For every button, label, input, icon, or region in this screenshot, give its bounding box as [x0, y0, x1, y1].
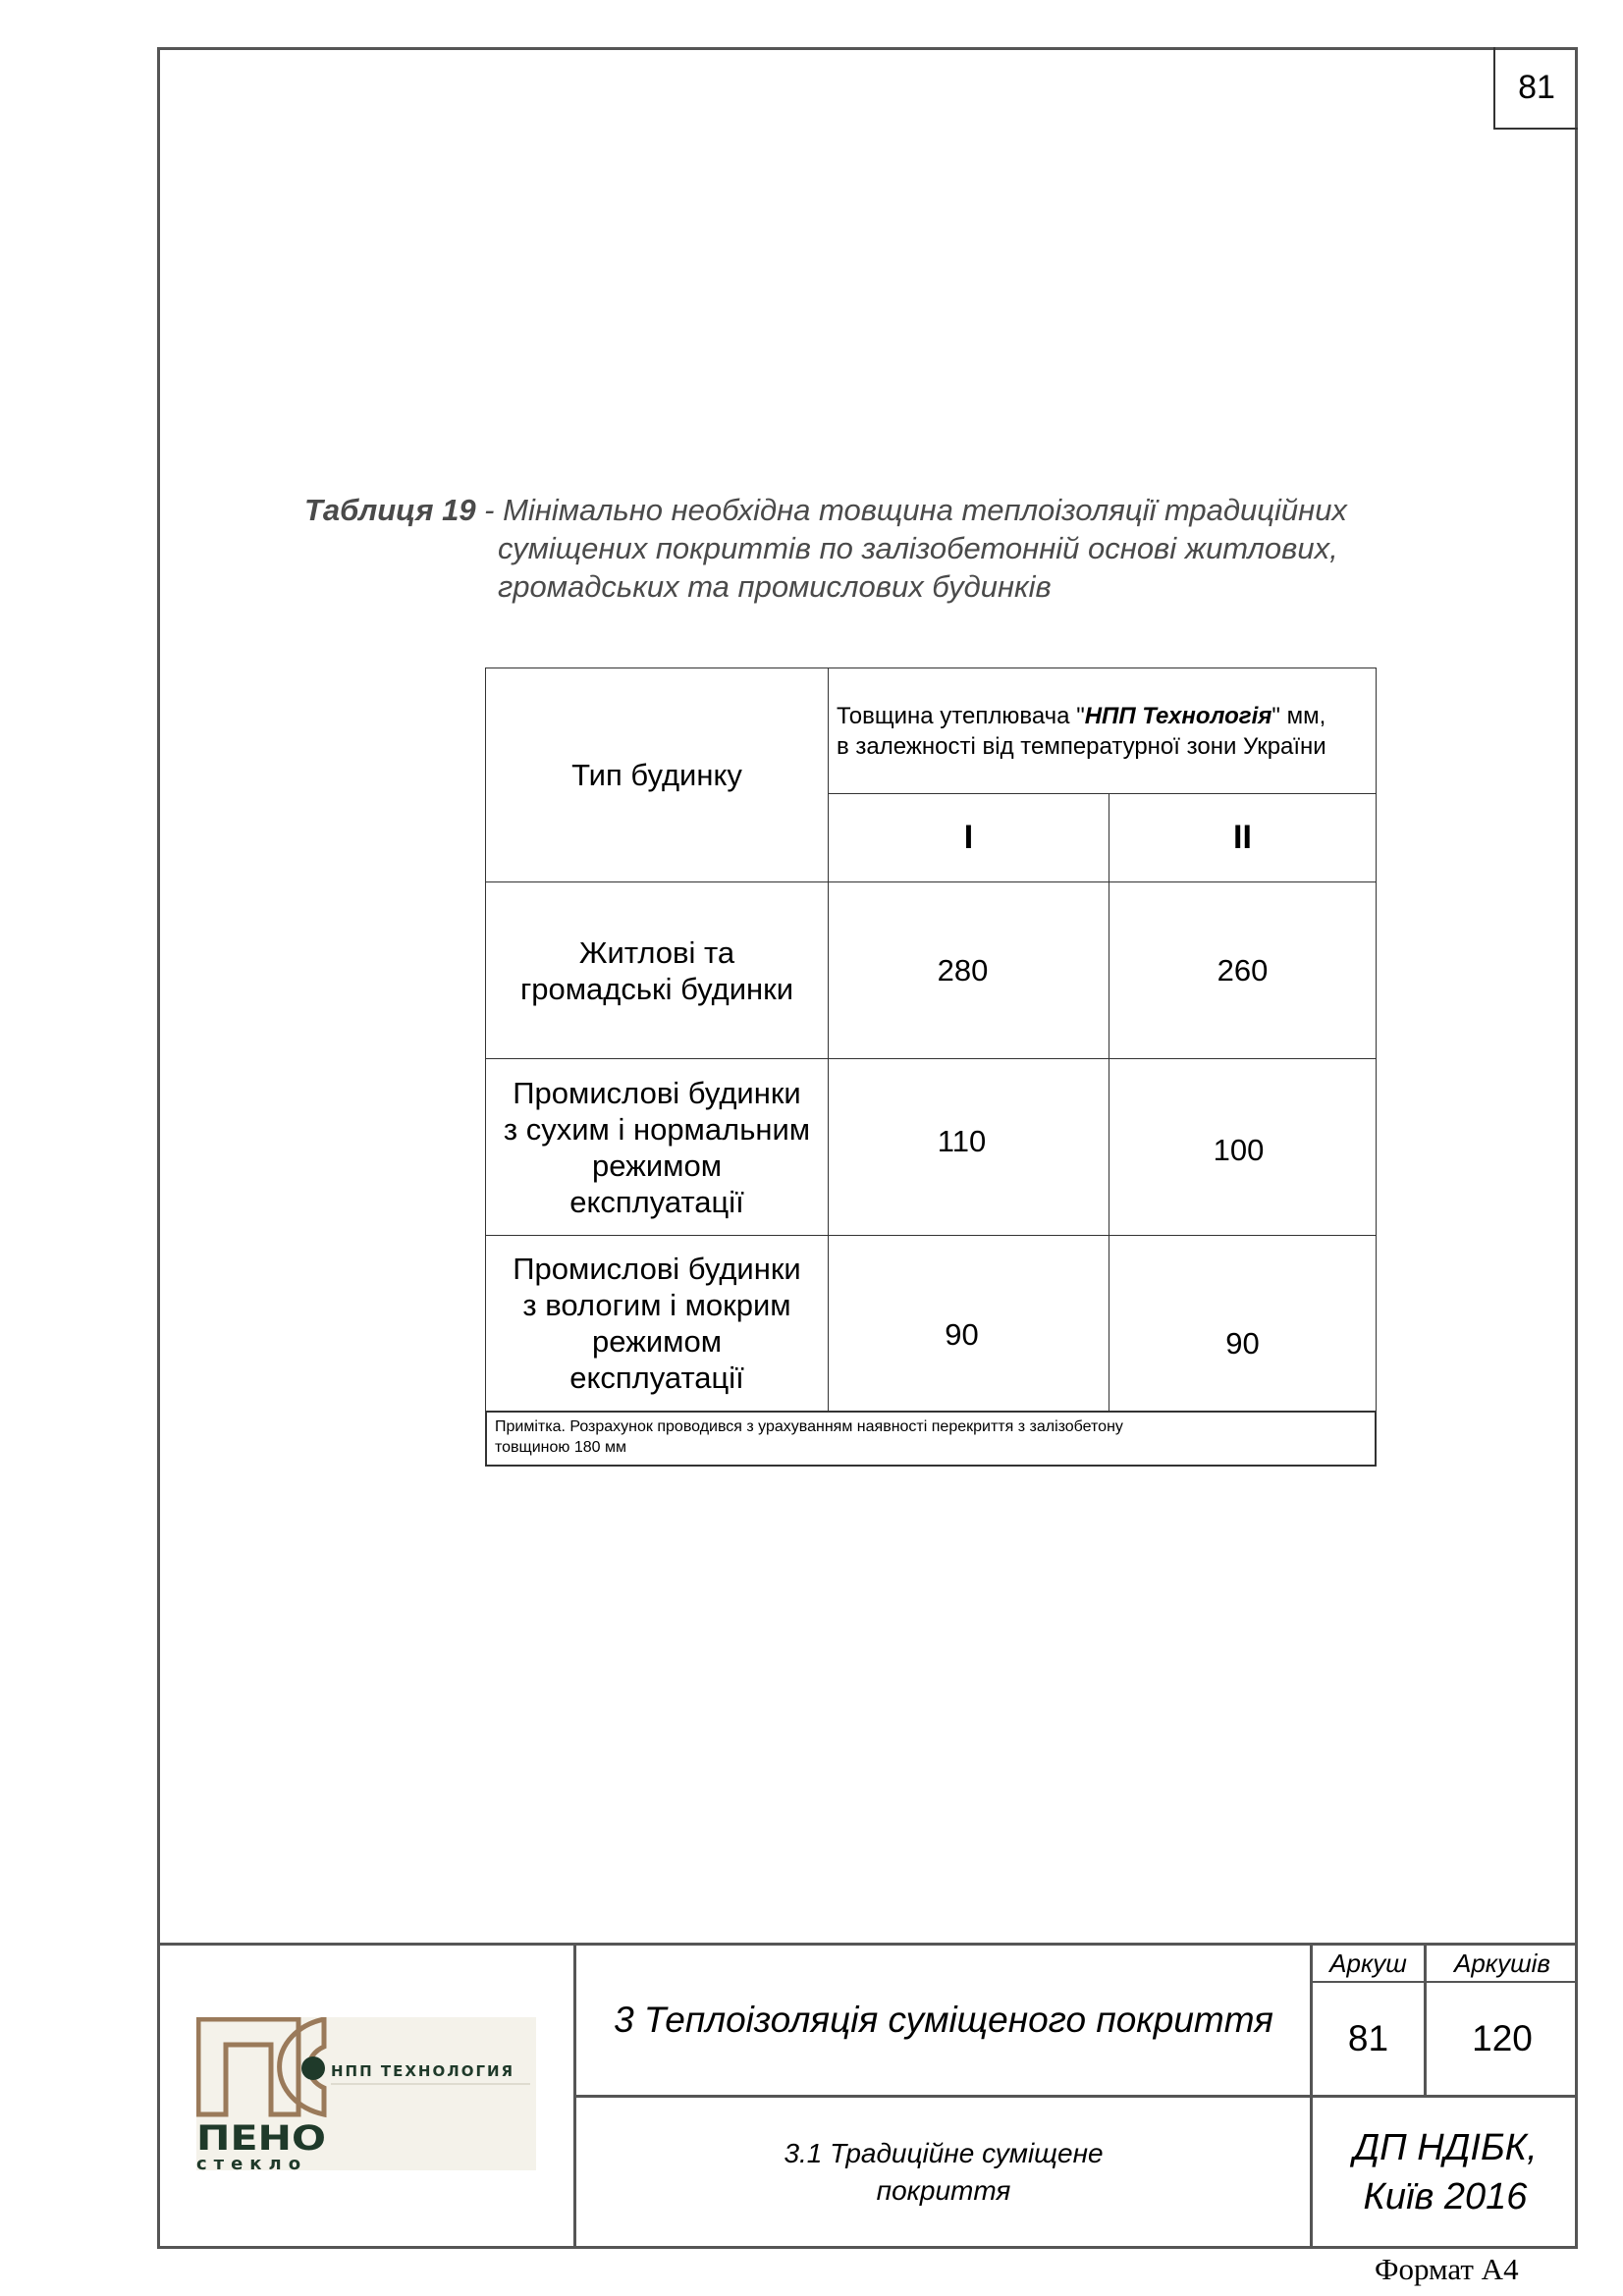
row-3-type-line: режимом	[591, 1324, 723, 1359]
subsection-line-1: 3.1 Традиційне суміщене	[784, 2138, 1104, 2168]
header-zone-2	[1109, 793, 1377, 882]
svg-text:ПЕНО: ПЕНО	[196, 2119, 326, 2159]
sheets-header	[1427, 1946, 1578, 1981]
row-2-type-line: Промислові будинки	[513, 1075, 801, 1110]
table-row-2-zone-2	[1109, 1058, 1377, 1236]
table-row-2-zone-1	[828, 1058, 1109, 1236]
page-number-box	[1493, 47, 1578, 130]
svg-text:стекло: стекло	[196, 2154, 308, 2170]
row-2-type-line: експлуатації	[569, 1184, 744, 1219]
note-line-2: товщиною 180 мм	[495, 1439, 626, 1456]
caption-line-3: громадських та промислових будинків	[498, 569, 1052, 604]
zone-2-label: II	[1233, 819, 1252, 856]
table-row-3-zone-2	[1109, 1235, 1377, 1412]
org-line-2: Київ 2016	[1363, 2176, 1528, 2217]
organization	[1313, 2098, 1578, 2247]
row-3-zone-1-value: 90	[945, 1317, 979, 1352]
sheets-total	[1427, 1983, 1578, 2095]
table-row-1-zone-1	[828, 881, 1109, 1059]
header-thickness-line-2: в залежності від температурної зони України	[837, 732, 1326, 760]
section-title-text: 3 Теплоізоляція суміщеного покриття	[614, 2000, 1273, 2040]
row-1-type-line: громадські будинки	[519, 971, 794, 1006]
caption-line-1: Мінімально необхідна товщина теплоізоляції традиційних	[503, 493, 1347, 527]
row-1-type-line: Житлові та	[578, 934, 735, 970]
sheet-label: Аркуш	[1329, 1948, 1407, 1978]
org-line-1: ДП НДІБК,	[1353, 2127, 1538, 2168]
section-title	[577, 1946, 1310, 2095]
header-thickness-post: " мм,	[1271, 702, 1326, 729]
format-label: Формат А4	[1375, 2252, 1519, 2286]
sheet-number-value: 81	[1347, 2018, 1389, 2058]
penosteklo-logo-icon	[196, 2017, 536, 2170]
row-3-zone-2-value: 90	[1225, 1326, 1260, 1361]
row-1-zone-1-value: 280	[937, 952, 989, 988]
table-caption	[304, 491, 1434, 606]
table-row-3-type	[485, 1235, 829, 1412]
page-number: 81	[1518, 68, 1555, 106]
subsection-title	[577, 2098, 1310, 2247]
header-thickness-brand: НПП Технологія	[1084, 702, 1272, 729]
table-row-1-zone-2	[1109, 881, 1377, 1059]
header-thickness-pre: Товщина утеплювача "	[837, 702, 1085, 729]
company-logo	[196, 2017, 536, 2170]
sheets-label: Аркушів	[1453, 1948, 1550, 1978]
zone-1-label: I	[963, 819, 974, 856]
row-2-zone-2-value: 100	[1213, 1132, 1265, 1167]
table-row-1-type	[485, 881, 829, 1059]
header-thickness	[828, 667, 1377, 794]
subsection-line-2: покриття	[876, 2175, 1011, 2206]
header-zone-1	[828, 793, 1109, 882]
row-1-zone-2-value: 260	[1217, 952, 1269, 988]
header-building-type	[485, 667, 829, 882]
sheet-number	[1313, 1983, 1424, 2095]
caption-label: Таблиця 19	[304, 493, 476, 527]
table-note	[485, 1411, 1377, 1467]
logo-company-text: НПП ТЕХНОЛОГИЯ	[331, 2062, 515, 2080]
caption-line-2: суміщених покриттів по залізобетонній основі житлових,	[498, 531, 1338, 565]
row-3-type-line: з вологим і мокрим	[522, 1288, 791, 1322]
table-row-3-zone-1	[828, 1235, 1109, 1412]
note-line-1: Примітка. Розрахунок проводився з урахуванням наявності перекриття з залізобетону	[495, 1418, 1123, 1435]
header-building-type-label: Тип будинку	[571, 757, 742, 792]
row-2-type-line: режимом	[591, 1148, 723, 1183]
caption-separator: -	[475, 493, 504, 527]
row-3-type-line: Промислові будинки	[513, 1252, 801, 1286]
sheet-header	[1313, 1946, 1424, 1981]
sheets-total-value: 120	[1472, 2018, 1533, 2058]
row-2-type-line: з сухим і нормальним	[503, 1111, 811, 1147]
table-row-2-type	[485, 1058, 829, 1236]
row-3-type-line: експлуатації	[569, 1361, 744, 1395]
row-2-zone-1-value: 110	[937, 1123, 987, 1158]
